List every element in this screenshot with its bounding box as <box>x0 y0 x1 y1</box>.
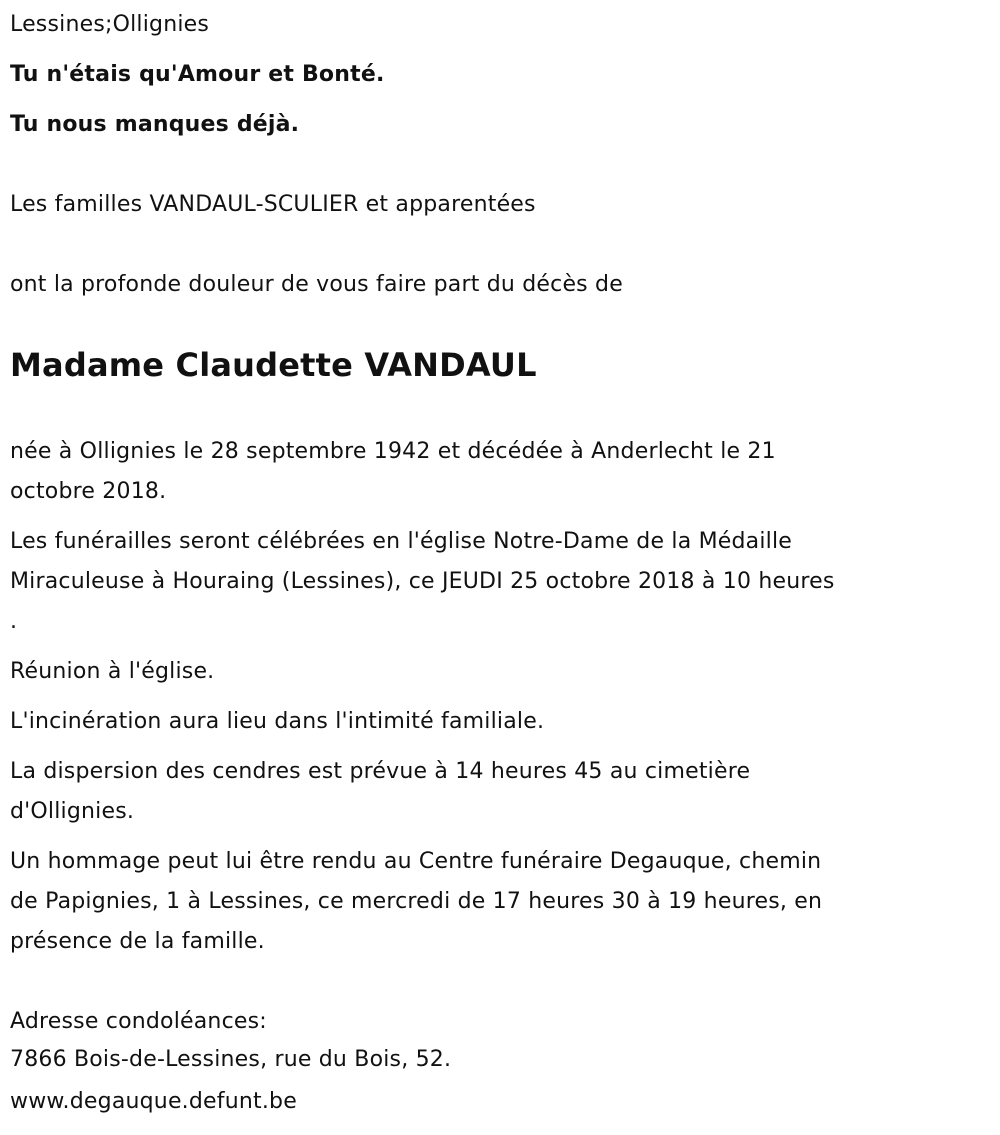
meeting-paragraph: Réunion à l'église. <box>10 659 215 684</box>
quote-line-1: Tu n'étais qu'Amour et Bonté. <box>10 62 385 87</box>
deceased-name: Madame Claudette VANDAUL <box>10 346 537 384</box>
dispersion-paragraph: La dispersion des cendres est prévue à 14 heures 45 au cimetière d'Ollignies. <box>10 759 751 824</box>
tribute-paragraph: Un hommage peut lui être rendu au Centre funéraire Degauque, chemin de Papignies, 1 à Lessines, ce mercredi de 17 heures 30 à 19 heures, en présence de la famille. <box>10 849 823 954</box>
condolences-label: Adresse condoléances: <box>10 1009 267 1034</box>
funeral-paragraph: Les funérailles seront célébrées en l'église Notre-Dame de la Médaille Miraculeuse à Houraing (Lessines), ce JEUDI 25 octobre 2018 à 10 heures . <box>10 529 835 634</box>
places-line: Lessines;Ollignies <box>10 12 210 37</box>
condolences-address: 7866 Bois-de-Lessines, rue du Bois, 52. <box>10 1047 452 1072</box>
quote-line-2: Tu nous manques déjà. <box>10 112 300 137</box>
announcement-line: ont la profonde douleur de vous faire part du décès de <box>10 272 623 297</box>
condolences-website[interactable]: www.degauque.defunt.be <box>10 1089 297 1114</box>
cremation-paragraph: L'incinération aura lieu dans l'intimité familiale. <box>10 709 545 734</box>
families-line: Les familles VANDAUL-SCULIER et apparentées <box>10 192 536 217</box>
birth-death-paragraph: née à Ollignies le 28 septembre 1942 et décédée à Anderlecht le 21 octobre 2018. <box>10 439 776 504</box>
